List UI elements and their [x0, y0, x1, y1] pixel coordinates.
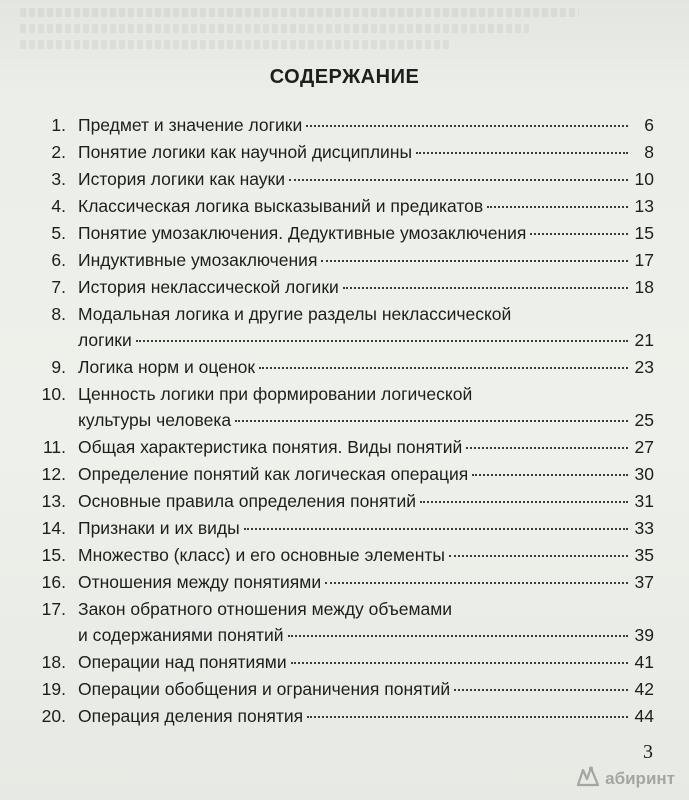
dot-leader — [306, 125, 628, 127]
dot-leader — [530, 233, 628, 235]
toc-entry-page: 37 — [634, 572, 654, 592]
bleed-through-line — [20, 40, 449, 49]
page-title: СОДЕРЖАНИЕ — [269, 66, 420, 88]
toc-entry-number: 2. — [51, 142, 66, 162]
toc-entry-page: 21 — [634, 330, 654, 350]
toc-entry-number: 17. — [41, 599, 66, 619]
toc-entry-number: 15. — [41, 545, 66, 565]
toc-entry-page: 41 — [634, 652, 654, 672]
toc-entry-title-line: Закон обратного отношения между объемами — [78, 599, 453, 619]
toc-entry-title: История логики как науки — [78, 169, 285, 189]
toc-entry — [24, 381, 654, 433]
dot-leader — [321, 260, 628, 262]
toc-entry-title: Предмет и значение логики — [78, 115, 303, 135]
dot-leader — [416, 152, 628, 154]
toc-entry-title: Понятие умозаключения. Дедуктивные умозаключения — [78, 223, 527, 243]
toc-entry-number: 1. — [51, 115, 66, 135]
toc-entry-page: 23 — [634, 357, 654, 377]
dot-leader — [136, 340, 628, 342]
toc-entry-page: 10 — [634, 169, 654, 189]
toc-entry-number: 12. — [41, 464, 66, 484]
toc-entry — [24, 434, 654, 460]
toc-entry — [24, 139, 654, 165]
toc-entry-page: 30 — [634, 464, 654, 484]
toc-entry-number: 5. — [51, 223, 66, 243]
toc-entry-title: Логика норм и оценок — [78, 357, 256, 377]
toc-entry — [24, 193, 654, 219]
page-number: 3 — [643, 741, 653, 763]
toc-entry-page: 27 — [634, 437, 654, 457]
toc-entry-title: Основные правила определения понятий — [78, 491, 417, 511]
dot-leader — [244, 528, 628, 530]
toc-entry-title: Отношения между понятиями — [78, 572, 322, 592]
toc-entry — [24, 354, 654, 380]
toc-entry — [24, 596, 654, 648]
toc-entry-title: Признаки и их виды — [78, 518, 240, 538]
toc-entry-page: 17 — [634, 250, 654, 270]
toc-entry-number: 9. — [51, 357, 66, 377]
toc-entry-title: Операции над понятиями — [78, 652, 287, 672]
toc-entry-title: Общая характеристика понятия. Виды понятий — [78, 437, 463, 457]
toc-entry — [24, 301, 654, 353]
dot-leader — [454, 689, 628, 691]
table-of-contents — [24, 112, 654, 729]
toc-entry — [24, 703, 654, 729]
toc-entry-number: 4. — [51, 196, 66, 216]
toc-entry — [24, 112, 654, 138]
toc-entry-title: Понятие логики как научной дисциплины — [78, 142, 413, 162]
toc-entry-number: 19. — [41, 679, 66, 699]
toc-entry-page: 15 — [634, 223, 654, 243]
toc-entry-page: 6 — [644, 115, 654, 135]
toc-entry-title-line: Ценность логики при формировании логической — [78, 384, 473, 404]
toc-entry-number: 6. — [51, 250, 66, 270]
toc-entry-title: Классическая логика высказываний и предикатов — [78, 196, 484, 216]
dot-leader — [291, 662, 628, 664]
toc-entry-title: и содержаниями понятий — [78, 625, 284, 645]
dot-leader — [343, 287, 628, 289]
dot-leader — [288, 635, 628, 637]
toc-entry-number: 16. — [41, 572, 66, 592]
toc-entry — [24, 488, 654, 514]
toc-entry-number: 3. — [51, 169, 66, 189]
toc-entry-title: культуры человека — [78, 410, 232, 430]
toc-entry-title: Операции обобщения и ограничения понятий — [78, 679, 451, 699]
toc-entry-number: 18. — [41, 652, 66, 672]
toc-entry-number: 11. — [42, 437, 66, 457]
toc-entry-number: 14. — [41, 518, 66, 538]
toc-entry-page: 8 — [644, 142, 654, 162]
toc-entry-number: 10. — [41, 384, 66, 404]
dot-leader — [325, 582, 628, 584]
watermark-text: абиринт — [605, 768, 675, 788]
toc-entry-title: Определение понятий как логическая операция — [78, 464, 469, 484]
toc-entry — [24, 649, 654, 675]
dot-leader — [235, 420, 628, 422]
toc-entry — [24, 166, 654, 192]
toc-entry-page: 35 — [634, 545, 654, 565]
dot-leader — [289, 179, 628, 181]
toc-entry — [24, 542, 654, 568]
dot-leader — [487, 206, 628, 208]
watermark — [575, 765, 675, 792]
toc-entry-page: 44 — [634, 706, 654, 726]
dot-leader — [307, 716, 628, 718]
bleed-through-line — [20, 24, 529, 33]
toc-entry — [24, 569, 654, 595]
toc-entry — [24, 676, 654, 702]
toc-entry-title-line: Модальная логика и другие разделы неклассической — [78, 304, 512, 324]
toc-entry-page: 42 — [634, 679, 654, 699]
toc-entry-number: 7. — [51, 277, 66, 297]
toc-entry-page: 18 — [634, 277, 654, 297]
dot-leader — [449, 555, 628, 557]
toc-entry-page: 39 — [634, 625, 654, 645]
toc-entry-title: Индуктивные умозаключения — [78, 250, 318, 270]
dot-leader — [259, 367, 628, 369]
toc-entry-title: Множество (класс) и его основные элементы — [78, 545, 445, 565]
toc-entry-title: История неклассической логики — [78, 277, 339, 297]
labyrinth-logo-icon — [575, 765, 601, 792]
toc-entry — [24, 515, 654, 541]
toc-entry-page: 13 — [634, 196, 654, 216]
toc-entry — [24, 274, 654, 300]
dot-leader — [472, 474, 628, 476]
toc-entry-page: 31 — [634, 491, 654, 511]
toc-entry-number: 13. — [41, 491, 66, 511]
toc-entry-page: 25 — [634, 410, 654, 430]
toc-entry — [24, 461, 654, 487]
toc-entry-number: 8. — [51, 304, 66, 324]
toc-entry-page: 33 — [634, 518, 654, 538]
toc-entry-title: Операция деления понятия — [78, 706, 304, 726]
toc-entry — [24, 220, 654, 246]
bleed-through-line — [20, 8, 579, 17]
toc-entry — [24, 247, 654, 273]
dot-leader — [420, 501, 628, 503]
toc-entry-title: логики — [78, 330, 132, 350]
dot-leader — [466, 447, 628, 449]
toc-entry-number: 20. — [41, 706, 66, 726]
